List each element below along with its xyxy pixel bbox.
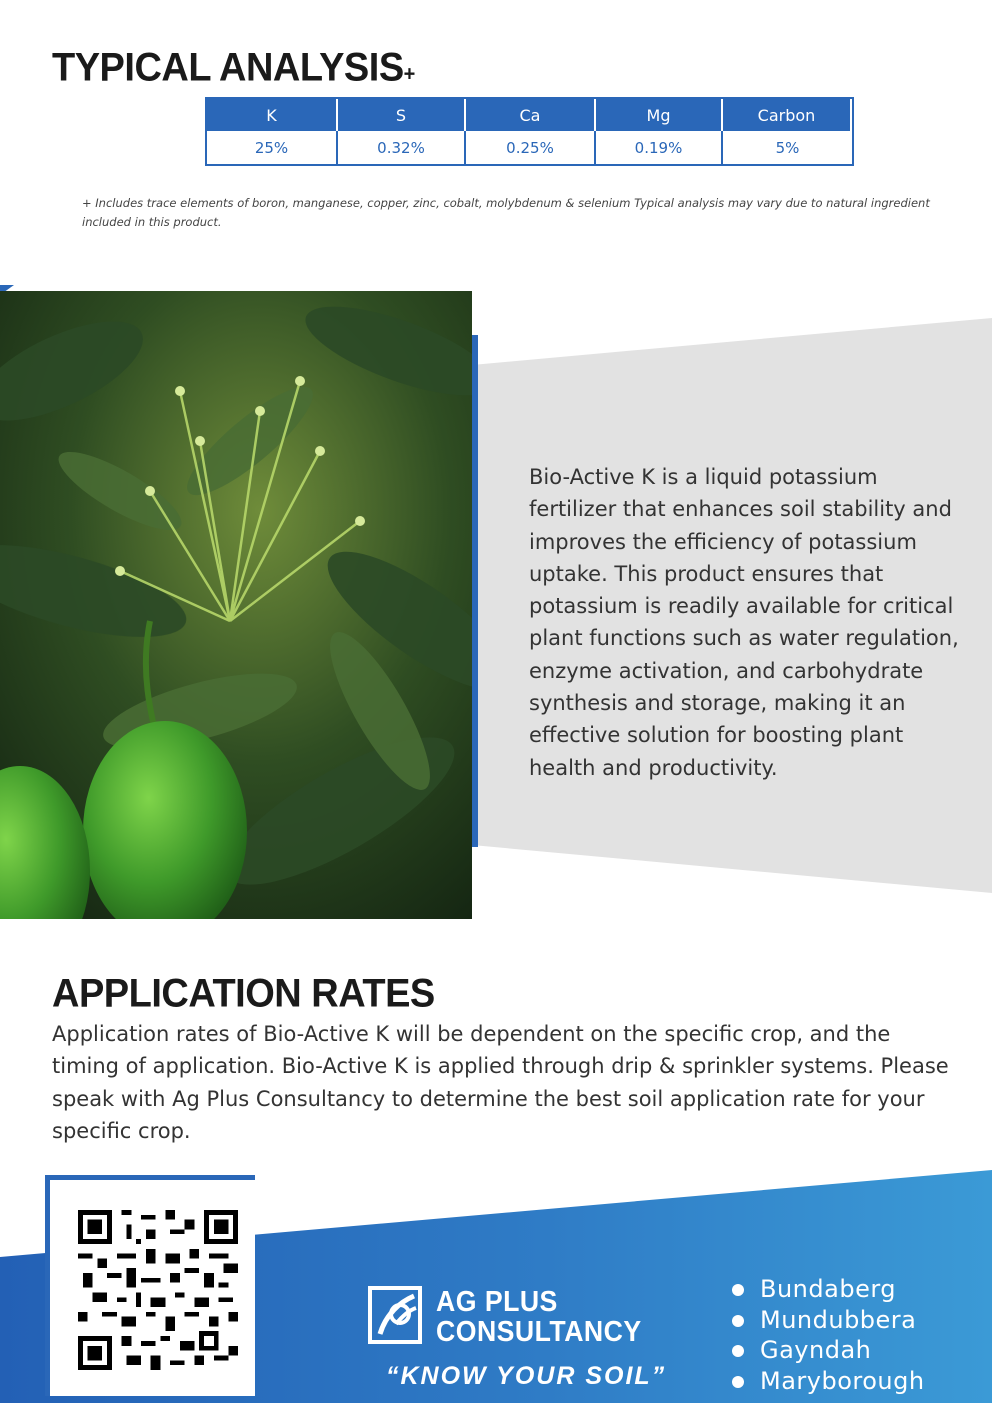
typical-analysis-title: TYPICAL ANALYSIS [52, 46, 404, 91]
table-value-carbon: 5% [775, 138, 800, 157]
application-rates-text: Application rates of Bio-Active K will be dependent on the specific crop, and the timing of application. Bio-Active K is applied through drip & sprinkler systems. Please speak with Ag Plus Consultancy to determine the best soil application rate for your specific crop. [52, 1022, 949, 1143]
location-item: Mundubbera [730, 1305, 925, 1336]
accent-strip [471, 335, 478, 847]
table-value-s: 0.32% [338, 131, 466, 164]
table-value-ca: 0.25% [466, 131, 596, 164]
table-header-s: S [338, 99, 466, 131]
application-rates-heading: APPLICATION RATES [52, 972, 435, 1017]
table-header-ca: Ca [466, 99, 596, 131]
logo-text-line1: AG PLUS [436, 1286, 558, 1318]
avocado-photo [0, 291, 472, 919]
location-item: Gayndah [730, 1335, 925, 1366]
product-description: Bio-Active K is a liquid potassium fertilizer that enhances soil stability and improves the efficiency of potassium uptake. This product ensures that potassium is readily available for critical plant functions such as water regulation, enzyme activation, and carbohydrate synthesis and storage, making it an effective solution for boosting plant health and productivity. [529, 465, 959, 780]
location-item: Maryborough [730, 1366, 925, 1397]
analysis-footnote: + Includes trace elements of boron, manganese, copper, zinc, cobalt, molybdenum & selenium Typical analysis may vary due to natural ingredient included in this product. [82, 196, 930, 229]
avocado-illustration [0, 291, 472, 919]
typical-analysis-plus-mark: + [403, 62, 415, 86]
table-value-mg: 0.19% [596, 131, 723, 164]
logo-mark-icon [366, 1284, 424, 1346]
table-header-k: K [207, 99, 338, 131]
tagline: “KNOW YOUR SOIL” [386, 1362, 667, 1390]
location-list [730, 1274, 925, 1396]
qr-code[interactable] [78, 1210, 238, 1370]
table-value-k: 25% [207, 131, 338, 164]
location-item: Bundaberg [730, 1274, 925, 1305]
analysis-table [205, 97, 854, 166]
qr-code-frame [45, 1175, 255, 1396]
logo-text-line2: CONSULTANCY [436, 1316, 642, 1348]
table-header-carbon: Carbon [723, 99, 852, 131]
typical-analysis-heading [52, 46, 415, 91]
table-header-mg: Mg [596, 99, 723, 131]
